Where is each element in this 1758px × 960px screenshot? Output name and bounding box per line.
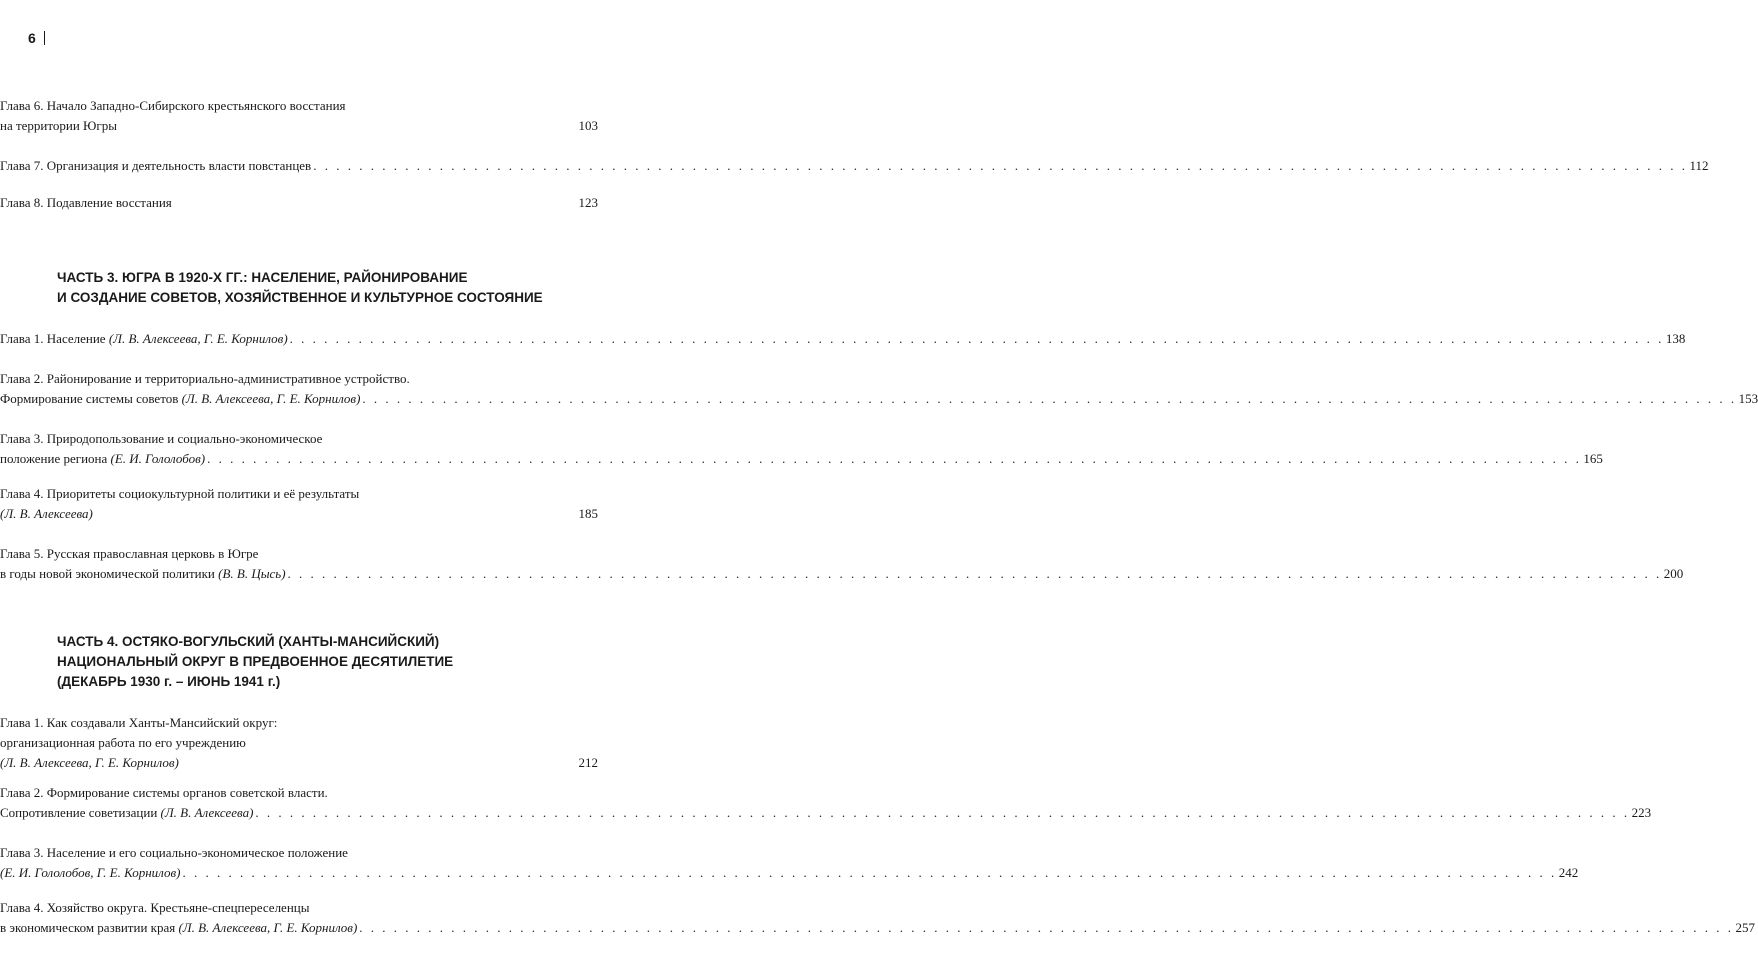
- page-number: 6: [28, 30, 45, 46]
- toc-entry-text: Сопротивление советизации: [0, 805, 161, 820]
- toc-entry[interactable]: [0, 898, 1756, 938]
- dot-leader: . . . . . . . . . . . . . . . . . . . . . . . . . . . . . . . . . . . . . . . . . . . . . . . . . . . . . . . . . . . . . . . . . . . . . . . . . . . . . . . . . . . . . . . . . . . . . . . . . . . . . . . . . . . . . . . . . . . . . . . .: [255, 805, 1630, 820]
- toc-entry-line: организационная работа по его учреждению: [0, 735, 246, 750]
- toc-page-number: 138: [1665, 331, 1686, 346]
- toc-entry-author: (Л. В. Алексеева): [160, 805, 254, 820]
- dot-leader: . . . . . . . . . . . . . . . . . . . . . . . . . . . . . . . . . . . . . . . . . . . . . . . . . . . . . . . . . . . . . . . . . . . . . . . . . . . . . . . . . . . . . . . . . . . . . . . . . . . . . . . . . . . . . . . . . . . . . . . .: [362, 391, 1737, 406]
- toc-entry-line: Глава 4. Хозяйство округа. Крестьяне-спецпереселенцы: [0, 900, 310, 915]
- toc-entry-author: (Л. В. Алексеева, Г. Е. Корнилов): [178, 920, 358, 935]
- toc-entry[interactable]: [0, 843, 1579, 883]
- toc-entry-text: Глава 7. Организация и деятельность власти повстанцев: [0, 158, 312, 173]
- toc-page-number: 112: [1689, 158, 1709, 173]
- toc-page-number: 223: [1631, 805, 1652, 820]
- toc-entry-title: [0, 564, 286, 584]
- toc-entry-title: [0, 389, 360, 409]
- part-heading-line: И СОЗДАНИЕ СОВЕТОВ, ХОЗЯЙСТВЕННОЕ И КУЛЬТУРНОЕ СОСТОЯНИЕ: [57, 290, 543, 305]
- dot-leader: . . . . . . . . . . . . . . . . . . . . . . . . . . . . . . . . . . . . . . . . . . . . . . . . . . . . . . . . . . . . . . . . . . . . . . . . . . . . . . . . . . . . . . . . . . . . . . . . . . . . . . . . . . . . . . . . . . . . . . . .: [207, 451, 1582, 466]
- toc-entry-author: (Е. И. Гололобов): [110, 451, 206, 466]
- part-heading-line: ЧАСТЬ 3. ЮГРА В 1920-Х ГГ.: НАСЕЛЕНИЕ, РАЙОНИРОВАНИЕ: [57, 270, 468, 285]
- part-heading: [57, 632, 657, 692]
- toc-entry[interactable]: [0, 783, 1652, 823]
- toc-page-number: 153: [1738, 391, 1758, 406]
- toc-page-number: 103: [578, 118, 598, 133]
- toc-entry-author: (Л. В. Алексеева): [0, 506, 93, 521]
- toc-entry-title: [0, 504, 93, 524]
- toc-entry-line: Глава 2. Районирование и территориально-административное устройство.: [0, 371, 410, 386]
- toc-page-number: 165: [1583, 451, 1603, 466]
- toc-entry-text: в экономическом развитии края: [0, 920, 179, 935]
- toc-entry[interactable]: [0, 484, 598, 524]
- toc-entry-text: Глава 1. Население: [0, 331, 109, 346]
- toc-entry-text: в годы новой экономической политики: [0, 566, 219, 581]
- toc-entry-title: [0, 156, 311, 176]
- dot-leader: . . . . . . . . . . . . . . . . . . . . . . . . . . . . . . . . . . . . . . . . . . . . . . . . . . . . . . . . . . . . . . . . . . . . . . . . . . . . . . . . . . . . . . . . . . . . . . . . . . . . . . . . . . . . . . . . . . . . . . . .: [289, 331, 1664, 346]
- toc-entry-text: на территории Югры: [0, 118, 117, 133]
- toc-entry-line: Глава 6. Начало Западно-Сибирского крестьянского восстания: [0, 98, 346, 113]
- toc-entry-title: [0, 803, 253, 823]
- toc-entry-author: (Е. И. Гололобов, Г. Е. Корнилов): [0, 865, 181, 880]
- part-heading-line: НАЦИОНАЛЬНЫЙ ОКРУГ В ПРЕДВОЕННОЕ ДЕСЯТИЛЕТИЕ: [57, 654, 454, 669]
- toc-entry-title: [0, 863, 180, 883]
- toc-entry-author: (В. В. Цысь): [218, 566, 286, 581]
- toc-entry[interactable]: [0, 96, 598, 136]
- part-heading: [57, 268, 657, 308]
- toc-entry[interactable]: [0, 544, 1684, 584]
- toc-entry-line: Глава 1. Как создавали Ханты-Мансийский округ:: [0, 715, 278, 730]
- toc-entry[interactable]: [0, 156, 1709, 176]
- toc-entry-title: [0, 918, 357, 938]
- toc-entry-line: Глава 4. Приоритеты социокультурной политики и её результаты: [0, 486, 360, 501]
- toc-entry-line: Глава 3. Население и его социально-экономическое положение: [0, 845, 348, 860]
- toc-entry-author: (Л. В. Алексеева, Г. Е. Корнилов): [0, 755, 179, 770]
- toc-entry-title: [0, 116, 117, 136]
- part-heading-line: (ДЕКАБРЬ 1930 г. – ИЮНЬ 1941 г.): [57, 674, 281, 689]
- dot-leader: . . . . . . . . . . . . . . . . . . . . . . . . . . . . . . . . . . . . . . . . . . . . . . . . . . . . . . . . . . . . . . . . . . . . . . . . . . . . . . . . . . . . . . . . . . . . . . . . . . . . . . . . . . . . . . . . . . . . . . . .: [313, 158, 1688, 173]
- toc-entry-line: Глава 2. Формирование системы органов советской власти.: [0, 785, 328, 800]
- toc-entry-title: [0, 449, 205, 469]
- dot-leader: . . . . . . . . . . . . . . . . . . . . . . . . . . . . . . . . . . . . . . . . . . . . . . . . . . . . . . . . . . . . . . . . . . . . . . . . . . . . . . . . . . . . . . . . . . . . . . . . . . . . . . . . . . . . . . . . . . . . . . . .: [182, 865, 1557, 880]
- toc-entry-line: Глава 3. Природопользование и социально-экономическое: [0, 431, 323, 446]
- toc-entry-text: Глава 8. Подавление восстания: [0, 195, 172, 210]
- toc-page-number: 185: [578, 506, 598, 521]
- toc-entry[interactable]: [0, 193, 598, 213]
- toc-entry[interactable]: [0, 369, 1758, 409]
- toc-entry[interactable]: [0, 713, 598, 773]
- toc-entry-title: [0, 193, 172, 213]
- toc-page-number: 200: [1663, 566, 1684, 581]
- dot-leader: . . . . . . . . . . . . . . . . . . . . . . . . . . . . . . . . . . . . . . . . . . . . . . . . . . . . . . . . . . . . . . . . . . . . . . . . . . . . . . . . . . . . . . . . . . . . . . . . . . . . . . . . . . . . . . . . . . . . . . . .: [359, 920, 1734, 935]
- toc-entry-text: Формирование системы советов: [0, 391, 182, 406]
- dot-leader: . . . . . . . . . . . . . . . . . . . . . . . . . . . . . . . . . . . . . . . . . . . . . . . . . . . . . . . . . . . . . . . . . . . . . . . . . . . . . . . . . . . . . . . . . . . . . . . . . . . . . . . . . . . . . . . . . . . . . . . .: [287, 566, 1662, 581]
- part-heading-line: ЧАСТЬ 4. ОСТЯКО-ВОГУЛЬСКИЙ (ХАНТЫ-МАНСИЙСКИЙ): [57, 634, 440, 649]
- toc-page-number: 212: [578, 755, 598, 770]
- toc-entry-title: [0, 329, 288, 349]
- toc-entry-text: положение региона: [0, 451, 111, 466]
- page-number-rule: [44, 31, 45, 45]
- toc-page-number: 123: [578, 195, 598, 210]
- toc-entry[interactable]: [0, 329, 1686, 349]
- toc-entry-line: Глава 5. Русская православная церковь в Югре: [0, 546, 259, 561]
- toc-entry[interactable]: [0, 429, 1603, 469]
- toc-entry-title: [0, 753, 179, 773]
- toc-page-number: 242: [1558, 865, 1579, 880]
- toc-entry-author: (Л. В. Алексеева, Г. Е. Корнилов): [108, 331, 288, 346]
- toc-entry-author: (Л. В. Алексеева, Г. Е. Корнилов): [181, 391, 361, 406]
- toc-page-number: 257: [1735, 920, 1756, 935]
